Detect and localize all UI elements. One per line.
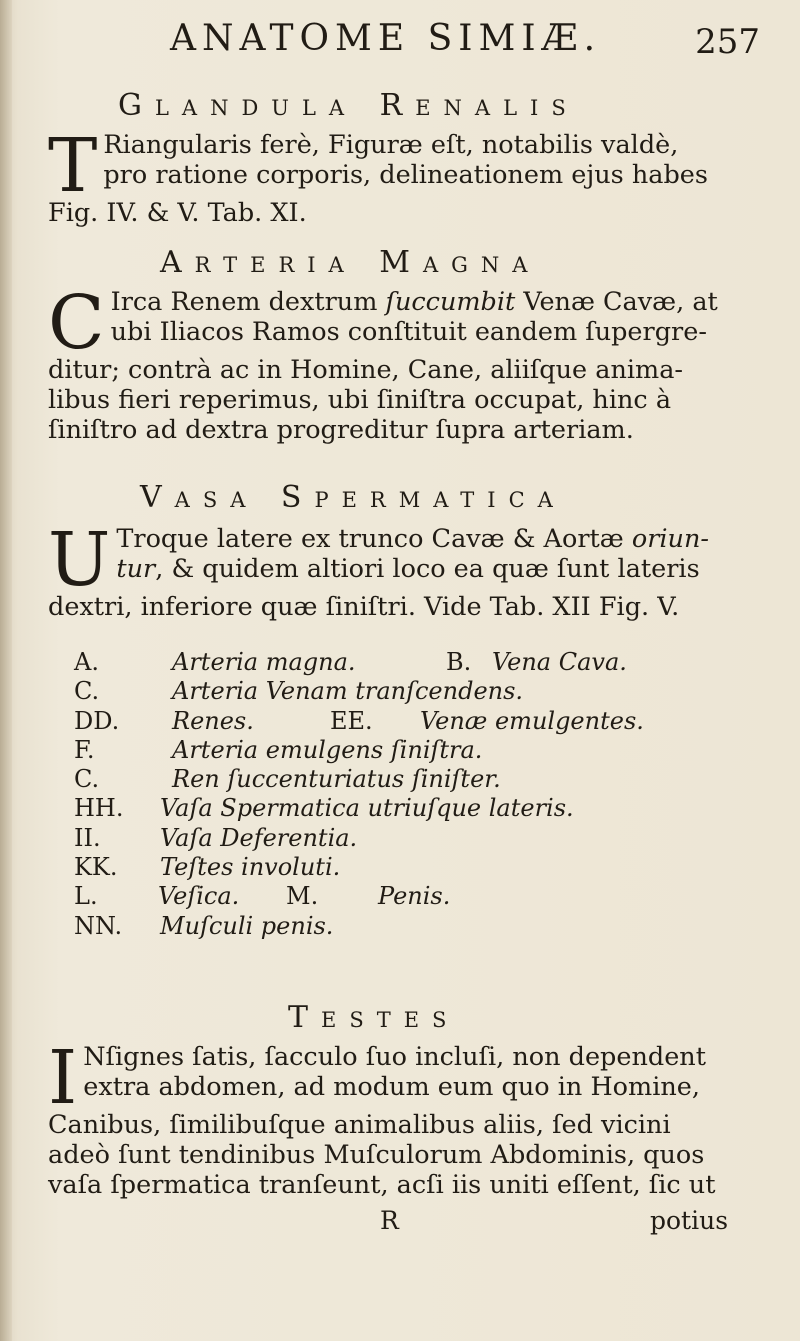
text-line: Fig. IV. & V. Tab. XI. — [48, 198, 307, 228]
paragraph-glandula — [48, 123, 760, 228]
legend-value: Venæ emulgentes. — [420, 706, 644, 735]
legend-key: F. — [74, 735, 95, 764]
signature-mark: R — [380, 1206, 399, 1235]
legend-key: NN. — [74, 911, 123, 940]
legend-value: Vaſa Deferentia. — [160, 823, 358, 852]
text-line: Nſignes ſatis, ſacculo ſuo incluſi, non dependent — [83, 1042, 706, 1072]
legend-value: Vaſa Spermatica utriuſque lateris. — [160, 794, 574, 823]
heading-arteria-magna: Arteria Magna — [160, 245, 541, 280]
legend-key: B. — [446, 648, 472, 676]
page-number: 257 — [695, 22, 760, 62]
legend-key: HH. — [74, 794, 124, 823]
text-line: ubi Iliacos Ramos conſtituit eandem ſupergre- — [110, 317, 707, 347]
text-line: Irca Renem dextrum ſuccumbit Venæ Cavæ, at — [110, 287, 718, 317]
text-line: pro ratione corporis, delineationem ejus habes — [103, 160, 708, 190]
legend-key: DD. — [74, 706, 120, 735]
legend-value: Arteria Venam tranſcendens. — [172, 677, 524, 706]
paragraph-testes — [48, 1035, 760, 1200]
legend-value: Teſtes involuti. — [160, 853, 341, 882]
running-title: ANATOME SIMIÆ. — [170, 18, 602, 59]
text-line: vaſa ſpermatica tranſeunt, acſi iis uniti eſſent, ſic ut — [48, 1170, 716, 1200]
page-header — [170, 18, 770, 68]
dropcap-t: T — [48, 123, 98, 209]
text-line: extra abdomen, ad modum eum quo in Homine, — [83, 1072, 700, 1102]
text-line: adeò ſunt tendinibus Muſculorum Abdominis, quos — [48, 1140, 705, 1170]
legend-row — [74, 853, 734, 882]
legend-row — [74, 794, 734, 823]
paragraph-arteria — [48, 280, 760, 445]
legend-row — [74, 648, 734, 677]
legend-value: Vena Cava. — [492, 648, 627, 676]
text-line: ſiniſtro ad dextra progreditur ſupra arteriam. — [48, 415, 634, 445]
heading-glandula-renalis: Glandula Renalis — [118, 88, 579, 123]
page-edge — [0, 0, 12, 1341]
paragraph-vasa — [48, 517, 760, 622]
text-line: dextri, inferiore quæ ſiniſtri. Vide Tab. XII Fig. V. — [48, 592, 680, 622]
legend-row — [74, 824, 734, 853]
heading-testes: Testes — [288, 1000, 460, 1035]
text-line: Riangularis ferè, Figuræ eſt, notabilis valdè, — [103, 130, 679, 160]
legend-key: II. — [74, 823, 101, 852]
legend-value: Ren ſuccenturiatus ſiniſter. — [172, 765, 501, 794]
legend-value: Muſculi penis. — [160, 911, 334, 940]
legend-value: Arteria emulgens ſiniſtra. — [172, 735, 483, 764]
legend-value: Renes. — [172, 706, 254, 735]
text-line: Canibus, ſimilibuſque animalibus aliis, ſed vicini — [48, 1110, 671, 1140]
legend-row — [74, 912, 734, 941]
dropcap-i: I — [48, 1035, 78, 1121]
legend-key: A. — [74, 648, 99, 676]
legend-key: EE. — [330, 706, 373, 735]
legend-row — [74, 677, 734, 706]
legend-row — [74, 765, 734, 794]
legend-row — [74, 736, 734, 765]
text-line: ditur; contrà ac in Homine, Cane, aliiſque anima- — [48, 355, 684, 385]
heading-vasa-spermatica: Vasa Spermatica — [140, 480, 566, 515]
text-line: libus fieri reperimus, ubi ſiniſtra occupat, hinc à — [48, 385, 672, 415]
legend-key: KK. — [74, 853, 118, 882]
legend-key: L. — [74, 882, 98, 911]
dropcap-c: C — [48, 280, 105, 366]
text-line: Troque latere ex trunco Cavæ & Aortæ oriun- — [116, 524, 710, 554]
legend-key: C. — [74, 677, 100, 706]
legend-value: Arteria magna. — [172, 648, 356, 676]
legend-value: Penis. — [378, 882, 451, 911]
text-line: tur, & quidem altiori loco ea quæ ſunt lateris — [116, 554, 700, 584]
dropcap-u: U — [48, 517, 111, 603]
figure-legend — [74, 648, 734, 941]
legend-row — [74, 882, 734, 911]
legend-row — [74, 707, 734, 736]
legend-value: Veſica. — [158, 882, 240, 911]
legend-key: M. — [286, 882, 319, 911]
catchword: potius — [650, 1206, 729, 1235]
legend-key: C. — [74, 765, 100, 794]
